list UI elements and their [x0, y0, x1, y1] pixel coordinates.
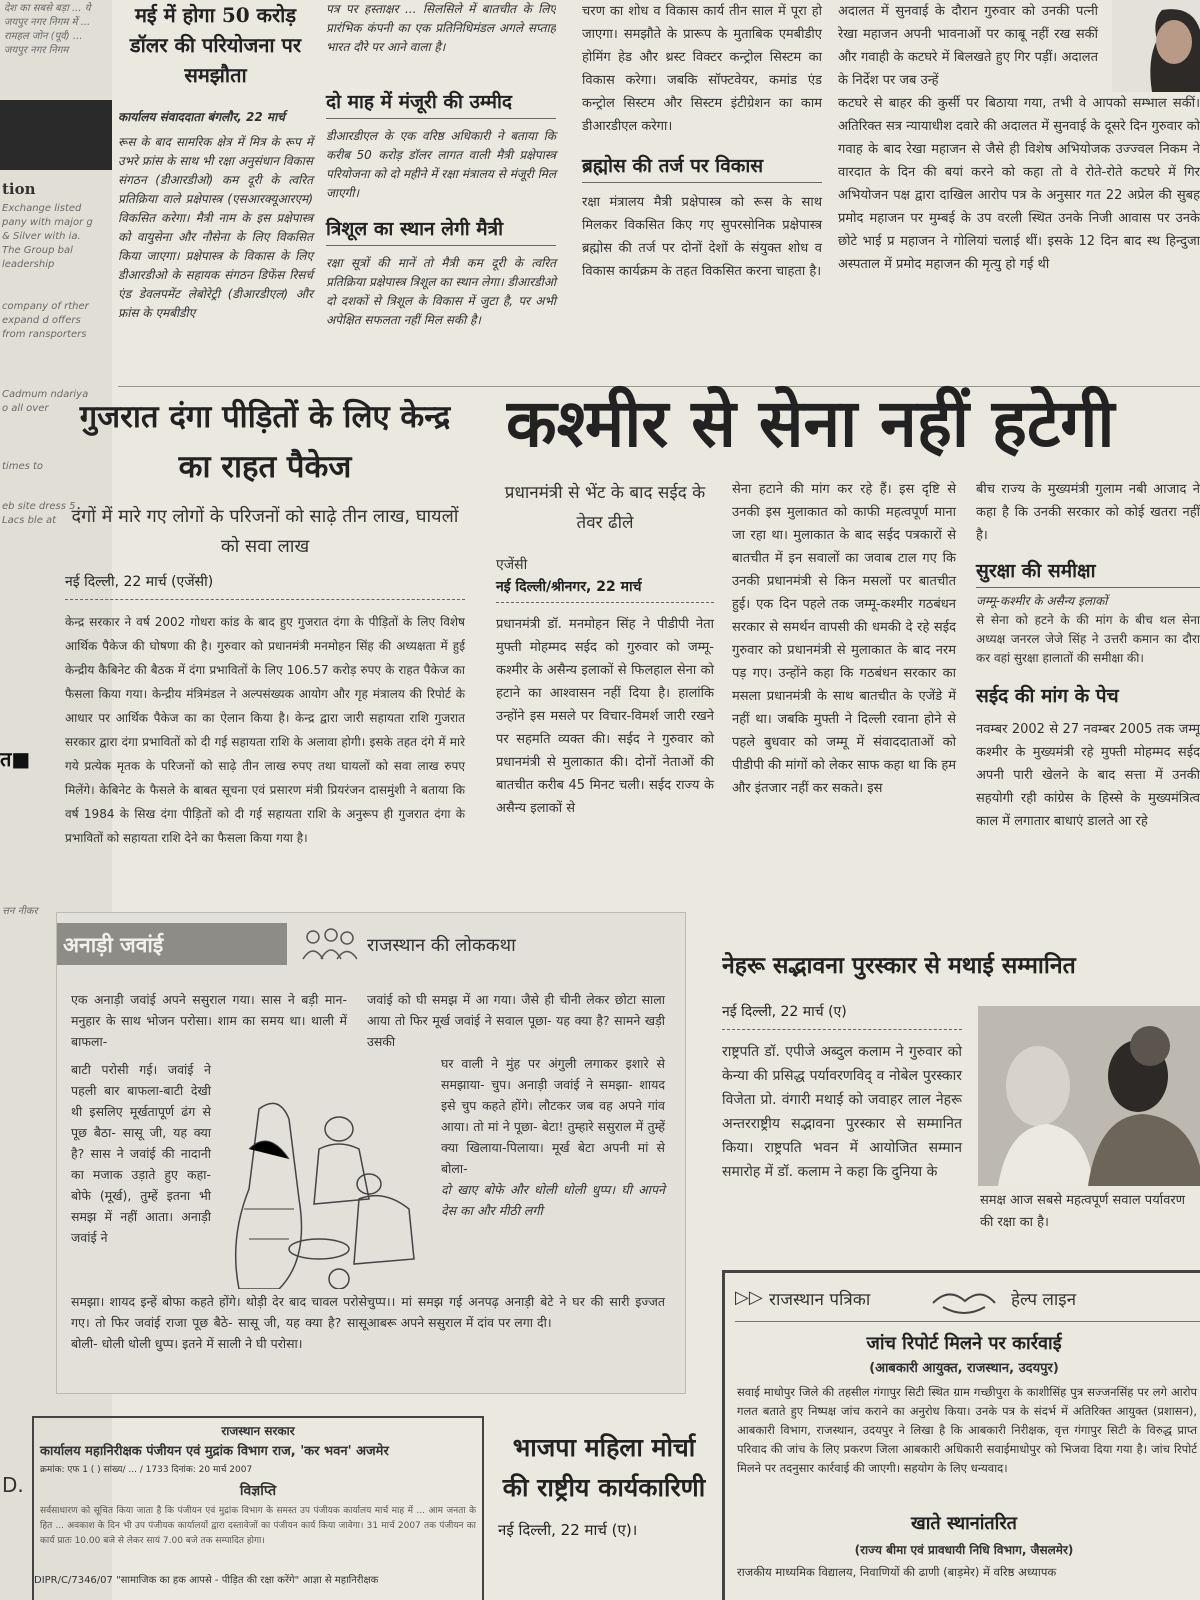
left-strip-top-text: देश का सबसे बड़ा ... ये जयपुर नगर निगम में ... रामहल जोन (पूर्व) ... जयपुर नगर निगम	[4, 3, 91, 56]
story-mahajan-body-top: अदालत में सुनवाई के दौरान गुरुवार को उनकी पत्नी रेखा महाजन अपनी भावनाओं पर काबू नहीं रख सकीं और गवाही के कटघरे में बिलखते हुए गिर पड़ीं। अदालत के निर्देश पर जब उन्हें	[838, 4, 1098, 88]
story-kashmir-security-body: से सेना को हटने के की मांग के बीच थल सेना अध्यक्ष जनरल जेजे सिंह ने उत्तरी कमान का दौरा कर वहां सुरक्षा हालातों की समीक्षा की।	[976, 613, 1200, 665]
folk-tale-kicker-bar	[293, 923, 685, 965]
story-maitri-subhead-2: त्रिशूल का स्थान लेगी मैत्री	[326, 215, 556, 246]
story-russia-body: रूस के बाद सामरिक क्षेत्र में मित्र के रूप में उभरे फ्रांस के साथ भी रक्षा अनुसंधान विकास संगठन (डीआरडीओ) कम दूरी के त्वरित प्रतिक्रिया वाले प्रक्षेपास्त्र (एसआरक्यूआरएम) विकसित करेगा। मैत्री नाम के इस प्रक्षेपास्त्र को वायुसेना और नौसेना के लिए विकसित किया जाएगा। प्रक्षेपास्त्र के विकास के लिए डीआरडीओ के सहायक संगठन डिफेंस रिसर्च एंड डेवलपमेंट लेबोरेट्री (डीआरडीएल) और फ्रांस के एमबीडीए	[118, 135, 313, 320]
story-maitri	[326, 0, 556, 330]
helpline-box	[722, 1270, 1200, 1600]
story-bjp	[498, 1428, 710, 1540]
left-strip-heading: tion	[2, 180, 36, 198]
story-brahmos-subhead: ब्रह्मोस की तर्ज पर विकास	[582, 152, 822, 183]
folk-tale-body-3: समझा। शायद इन्हें बोफा कहते होंगे। थोड़ी देर बाद चावल परोसे गए। तो फिर जवांई राजा पूछ बैठे- सासू जी, यह क्या है? सासू बोली- धोली धोली धुप्प। इतने में साली ने घी परोसा।	[71, 1294, 367, 1351]
award-photo	[978, 1006, 1200, 1186]
folk-tale-col-1b	[71, 1059, 211, 1248]
award-ceremony-photo-icon	[978, 1006, 1200, 1186]
govt-notice-ref: क्रमांक: एफ 1 ( ) सांख्य/ ... / 1733 दिनांक: 20 मार्च 2007	[40, 1465, 253, 1475]
story-brahmos	[582, 0, 822, 283]
left-strip-marker: त■	[0, 747, 31, 771]
story-maitri-top-body: पत्र पर हस्ताक्षर ... सिलसिले में बातचीत के लिए प्रारंभिक कंपनी का एक प्रतिनिधिमंडल अगले सप्ताह भारत दौरे पर आने वाला है।	[326, 2, 556, 54]
folk-tale-col-1c	[71, 1291, 367, 1354]
story-maitri-body-1: डीआरडीएल के एक वरिष्ठ अधिकारी ने बताया कि करीब 50 करोड़ डॉलर लागत वाली मैत्री प्रक्षेपास्त्र परियोजना को दो महीने में रक्षा मंत्रालय से मंजूरी मिल जाएगी।	[326, 129, 556, 200]
story-award-body: राष्ट्रपति डॉ. एपीजे अब्दुल कलाम ने गुरुवार को केन्या की प्रसिद्ध पर्यावरणविद् व नोबेल पुरस्कार विजेता प्रो. वंगारी मथाई को जवाहर लाल नेहरू अन्तरराष्ट्रीय सद्भावना पुरस्कार से सम्मानित किया। राष्ट्रपति भवन में आयोजित सम्मान समारोह में डॉ. कलाम ने कहा कि दुनिया के	[722, 1044, 962, 1180]
story-award-dateline: नई दिल्ली, 22 मार्च (ए)	[722, 1002, 962, 1030]
story-kashmir-subhead-security: सुरक्षा की समीक्षा	[976, 557, 1200, 588]
story-russia-project	[118, 0, 313, 323]
folk-tale-illustration	[219, 1089, 425, 1289]
storytelling-people-icon	[299, 927, 359, 961]
folk-tale-kicker: राजस्थान की लोककथा	[367, 935, 516, 956]
folk-tale-col-2	[367, 989, 665, 1052]
award-photo-caption: समक्ष आज सबसे महत्वपूर्ण सवाल पर्यावरण की रक्षा का है।	[980, 1193, 1186, 1230]
story-brahmos-body: रक्षा मंत्रालय मैत्री प्रक्षेपास्त्र को रूस के साथ मिलकर विकसित किए गए सुपरसोनिक प्रक्षेपास्त्र ब्रह्मोस की तर्ज पर दोनों देशों के संयुक्त शोध व विकास कार्यक्रम के तहत विकसित करना चाहता है।	[582, 195, 822, 279]
story-kashmir-agency: एजेंसी	[496, 557, 528, 573]
folk-tale-title-bar	[57, 923, 287, 965]
story-gujarat-headline: गुजरात दंगा पीड़ितों के लिए केन्द्र का राहत पैकेज	[79, 399, 451, 485]
handshake-icon	[929, 1281, 999, 1319]
helpline-header	[735, 1281, 1200, 1322]
story-maitri-body-2: रक्षा सूत्रों की मानें तो मैत्री कम दूरी के त्वरित प्रतिक्रिया प्रक्षेपास्त्र त्रिशूल का स्थान लेगा। डीआरडीओ दो दशकों से त्रिशूल के विकास में जुटा है, पर अभी अपेक्षित सफलता नहीं मिल सकी है।	[326, 256, 556, 327]
folk-tale-col-2b	[441, 1053, 665, 1221]
story-kashmir-body-2: सेना हटाने की मांग कर रहे हैं। इस दृष्टि से उनकी इस मुलाकात को काफी महत्वपूर्ण माना जा रहा था। मुलाकात के बाद सईद पत्रकारों से बातचीत में इन सवालों का जवाब टाल गए कि उनकी प्रधानमंत्री से किन मसलों पर बातचीत हुई। एक दिन पहले तक जम्मू-कश्मीर गठबंधन सरकार से समर्थन वापसी की धमकी दे रहे सईद गुरुवार को प्रधानमंत्री से मुलाकात के बाद नरम पड़ गए। उन्होंने कहा कि गठबंधन सरकार का मसला प्रधानमंत्री के साथ बातचीत के एजेंडे में नहीं था। जबकि मुफ्ती ने दिल्ली रवाना होने से पहले बुधवार को जम्मू में संवाददाताओं को पीडीपी की मांगों को लेकर साफ कहा था कि हम और इंतजार नहीं कर सकते। इस	[732, 482, 956, 796]
story-award-headline: नेहरू सद्भावना पुरस्कार से मथाई सम्मानित	[722, 952, 1076, 979]
folk-tale-body-1: एक अनाड़ी जवांई अपने ससुराल गया। सास ने बड़ी मान-मनुहार के साथ भोजन परोसा। शाम का समय था। थाली में बाफला-	[71, 992, 347, 1049]
left-strip-text-2: company of rther expand d offers from ransporters	[2, 301, 89, 340]
folk-tale-body-5: घर वाली ने मुंह पर अंगुली लगाकर इशारे से समझाया- चुप। अनाड़ी जवांई ने समझा- शायद इसे चुप कहते होंगे। लौटकर जब वह अपने गांव आया। तो मां ने पूछा- बेटा! तुम्हारे ससुराल में तुम्हें क्या खिलाया-पिलाया। मूर्ख बेटा अपनी मां से बोला-	[441, 1056, 665, 1176]
helpline-sub-body: राजकीय माध्यमिक विद्यालय, निवाणियों की ढाणी (बाड़मेर) में वरिष्ठ अध्यापक	[737, 1565, 1057, 1579]
story-brahmos-top-body: चरण का शोध व विकास कार्य तीन साल में पूरा हो जाएगा। समझौते के प्रारूप के मुताबिक एमबीडीए होमिंग हेड और थ्रस्ट विक्टर कन्ट्रोल सिस्टम का विकास करेगा। जबकि सॉफ्टवेयर, कमांड एंड कन्ट्रोल सिस्टम और सिस्टम इंटीग्रेशन का काम डीआरडीएल करेगा।	[582, 4, 822, 134]
left-strip-text-6: त्तन नीकर	[2, 906, 38, 917]
story-kashmir-col-3	[976, 478, 1200, 833]
story-kashmir-subhead-demand: सईद की मांग के पेच	[976, 685, 1119, 707]
portrait-photo-icon	[1112, 0, 1200, 92]
story-kashmir-body-3a: बीच राज्य के मुख्यमंत्री गुलाम नबी आजाद ने कहा है कि उनकी सरकार को कोई खतरा नहीं है।	[976, 482, 1200, 543]
helpline-source: (आबकारी आयुक्त, राजस्थान, उदयपुर)	[869, 1361, 1059, 1376]
helpline-headline: जांच रिपोर्ट मिलने पर कार्रवाई	[866, 1333, 1062, 1354]
story-russia-headline: मई में होगा 50 करोड़ डॉलर की परियोजना पर समझौता	[129, 3, 302, 87]
folk-tale-title: अनाड़ी जवांई	[63, 932, 164, 957]
govt-notice-office: कार्यालय महानिरीक्षक पंजीयन एवं मुद्रांक विभाग राज, 'कर भवन' अजमेर	[40, 1444, 389, 1459]
helpline-body: सवाई माधोपुर जिले की तहसील गंगापुर सिटी स्थित ग्राम गच्छीपुरा के काशीसिंह पुत्र सज्जनसिंह पर लगे आरोप गलत बताते हुए निष्पक्ष जांच कराने का अनुरोध किया। उनके पत्र के संदर्भ में अतिरिक्त आयुक्त (प्रशासन), आबकारी विभाग, राजस्थान, उदयपुर ने लिखा है कि आबकारी निरीक्षक, वृत्त गंगापुर सिटी के विरुद्ध प्राप्त परिवाद की जांच के लिए प्रकरण जिला आबकारी अधिकारी सवाईमाधोपुर को भिजवा दिया गया है। जांच रिपोर्ट मिलने पर तदनुसार कार्रवाई की जाएगी। सहयोग के लिए धन्यवाद।	[737, 1385, 1197, 1475]
story-kashmir-deck: प्रधानमंत्री से भेंट के बाद सईद के तेवर ढीले	[504, 483, 706, 533]
folk-tale-col-1	[71, 989, 347, 1052]
helpline-subhead: खाते स्थानांतरित	[911, 1513, 1017, 1534]
left-strip-text-5: eb site dress 5 Lacs ble at	[2, 501, 76, 526]
story-russia-byline: कार्यालय संवाददाता बंगलौर, 22 मार्च	[118, 110, 285, 124]
folk-tale-body-6: चुप्प।। मां समझ गई अनपढ़ अनाड़ी बेटे ने घर की सारी इज्जत आबरू अपने ससुराल में दांव पर लगा दी।	[367, 1294, 665, 1330]
story-kashmir-col-2	[732, 478, 956, 800]
folk-tale-body-2: बाटी परोसी गई। जवांई ने पहली बार बाफला-बाटी देखी थी इसलिए मूर्खतापूर्ण ढंग से पूछ बैठा- सासू जी, यह क्या है? सास ने जवांई की नादानी का मजाक उड़ाते हुए कहा- बोफे (मूर्ख), तुम्हें इतना भी समझ में नहीं आता। अनाड़ी जवांई ने	[71, 1062, 211, 1245]
folk-tale-box	[56, 912, 686, 1394]
left-strip-bottom: D.	[2, 1473, 24, 1497]
folk-tale-col-2c	[367, 1291, 665, 1333]
mahajan-photo	[1112, 0, 1200, 92]
story-kashmir-headline: कश्मीर से सेना नहीं हटेगी	[506, 384, 1115, 462]
govt-notice-title: विज्ञप्ति	[239, 1483, 277, 1499]
story-gujarat	[65, 392, 465, 850]
helpline-sub-source: (राज्य बीमा एवं प्रावधायी निधि विभाग, जैसलमेर)	[854, 1543, 1074, 1557]
folk-tale-body-4: जवांई को घी समझ में आ गया। जैसे ही चीनी लेकर छोटा साला आया तो फिर मूर्ख जवांई ने सवाल पूछा- यह क्या है? सामने खड़ी उसकी	[367, 992, 665, 1049]
govt-notice-org: राजस्थान सरकार	[221, 1424, 295, 1438]
helpline-publisher: राजस्थान पत्रिका	[769, 1290, 871, 1310]
helpline-arrows-icon: ▷▷	[735, 1287, 763, 1308]
story-kashmir-demand-body: नवम्बर 2002 से 27 नवम्बर 2005 तक जम्मू कश्मीर के मुख्यमंत्री रहे मुफ्ती मोहम्मद सईद अपनी पारी खेलने के बाद सत्ता में उनकी सहयोगी रही कांग्रेस के हिस्से के मुख्यमंत्रित्व काल में लगातार बाधाएं डालते आ रहे	[976, 722, 1200, 829]
left-strip-text-3: Cadmum ndariya o all over	[2, 389, 89, 414]
govt-notice-box	[32, 1416, 484, 1600]
story-kashmir-security-kicker: जम्मू-कश्मीर के असैन्य इलाकों	[976, 594, 1108, 608]
story-mahajan-body: कटघरे से बाहर की कुर्सी पर बिठाया गया, तभी वे आपको सम्भाल सकीं। अतिरिक्त सत्र न्यायाधीश दवारे की अदालत में सुनवाई के दूसरे दिन गुरुवार को गवाह के बाद रेखा महाजन से जैसे ही विशेष अभियोजक उज्ज्वल निकम ने वारदात के दिन की बयां करने को कहा तो वे रोते-रोते कटघरे में गिर अभियोजन पक्ष द्वारा दाखिल आरोप पत्र के अनुसार गत 22 अप्रेल की सुबह प्रमोद महाजन पर मुम्बई के उप वरली स्थित उनके निजी आवास पर उनके छोटे भाई प्र महाजन ने गोलियां चलाई थीं। इसके 12 दिन बाद स्थ हिन्दुजा अस्पताल में प्रमोद महाजन की मृत्यु हो गई थी	[838, 96, 1200, 272]
folk-tale-verse: दो खाए बोफे और धोली धोली धुप्प। घी आपने देस का और मीठी लगी	[441, 1182, 665, 1218]
govt-notice-footer: DIPR/C/7346/07 "सामाजिक का हक आपसे - पीड़ित की रक्षा करेंगे" आज्ञा से महानिरीक्षक	[34, 1575, 379, 1586]
left-strip-dark-band	[0, 100, 112, 170]
story-bjp-headline: भाजपा महिला मोर्चा की राष्ट्रीय कार्यकारिणी	[502, 1433, 706, 1502]
left-strip-text-1: Exchange listed pany with major g & Silver with ia. The Group bal leadership	[2, 203, 93, 270]
story-gujarat-subheadline: दंगों में मारे गए लोगों के परिजनों को साढ़े तीन लाख, घायलों को सवा लाख	[71, 506, 459, 557]
story-kashmir-body-1: प्रधानमंत्री डॉ. मनमोहन सिंह ने पीडीपी नेता मुफ्ती मोहम्मद सईद को गुरुवार को जम्मू-कश्मीर के असैन्य इलाकों से फिलहाल सेना को हटाने का आश्वासन नहीं दिया है। हालांकि उन्होंने इस मसले पर विचार-विमर्श जारी रखने पर सहमति व्यक्त की। सईद ने गुरुवार को प्रधानमंत्री से मुलाकात की। दोनों नेताओं की बातचीत करीब 45 मिनट चली। सईद राज्य के असैन्य इलाकों से	[496, 617, 714, 816]
left-strip-text-4: times to	[2, 461, 44, 472]
govt-notice-body: सर्वसाधारण को सूचित किया जाता है कि पंजीयन एवं मुद्रांक विभाग के समस्त उप पंजीयक कार्यालय मार्च माह में ... आम जनता के हित ... अवकाश के दिन भी उप पंजीयक कार्यालयों द्वारा दस्तावेजों का पंजीयन कार्य किया जावेगा। 31 मार्च 2007 तक पंजीयन का कार्य प्रातः 10.00 बजे से लेकर सायं 7.00 बजे तक सम्पादित होगा।	[40, 1506, 476, 1546]
story-maitri-subhead-1: दो माह में मंजूरी की उम्मीद	[326, 88, 556, 119]
helpline-title: हेल्प लाइन	[1011, 1290, 1077, 1310]
story-gujarat-body: केन्द्र सरकार ने वर्ष 2002 गोधरा कांड के बाद हुए गुजरात दंगा के पीड़ितों के लिए विशेष आर्थिक पैकेज की घोषणा की है। गुरुवार को प्रधानमंत्री मनमोहन सिंह की अध्यक्षता में हुई केन्द्रीय कैबिनेट की बैठक में दंगा प्रभावितों के लिए 106.57 करोड़ रुपए के राहत पैकेज का फैसला किया गया। केन्द्रीय मंत्रिमंडल ने अल्पसंख्यक आयोग और गृह मंत्रालय की रिपोर्ट के आधार पर आर्थिक पैकेज का का ऐलान किया है। केन्द्र द्वारा जारी सहायता राशि गुजरात सरकार द्वारा दंगा प्रभावितों को दी गई सहायता राशि के अलावा होगी। इसके तहत दंगे में मारे गये प्रत्येक मृतक के परिजनों को साढ़े तीन लाख रुपए तथा घायलों को सवा लाख रुपए मिलेंगे। केबिनेट के फैसले के बाबत सूचना एवं प्रसारण मंत्री प्रियरंजन दासमुंशी ने बताया कि वर्ष 1984 के सिख दंगा पीड़ितों को दी गई सहायता राशि के अनुरूप ही गुजरात दंगा के प्रभावितों को सहायता राशि देने का फैसला किया गया है।	[65, 615, 465, 845]
story-gujarat-dateline: नई दिल्ली, 22 मार्च (एजेंसी)	[65, 572, 465, 600]
story-kashmir-col-1	[496, 478, 714, 820]
story-bjp-dateline: नई दिल्ली, 22 मार्च (ए)।	[498, 1521, 638, 1539]
story-award-col	[722, 1002, 962, 1184]
story-kashmir-dateline: नई दिल्ली/श्रीनगर, 22 मार्च	[496, 577, 714, 603]
